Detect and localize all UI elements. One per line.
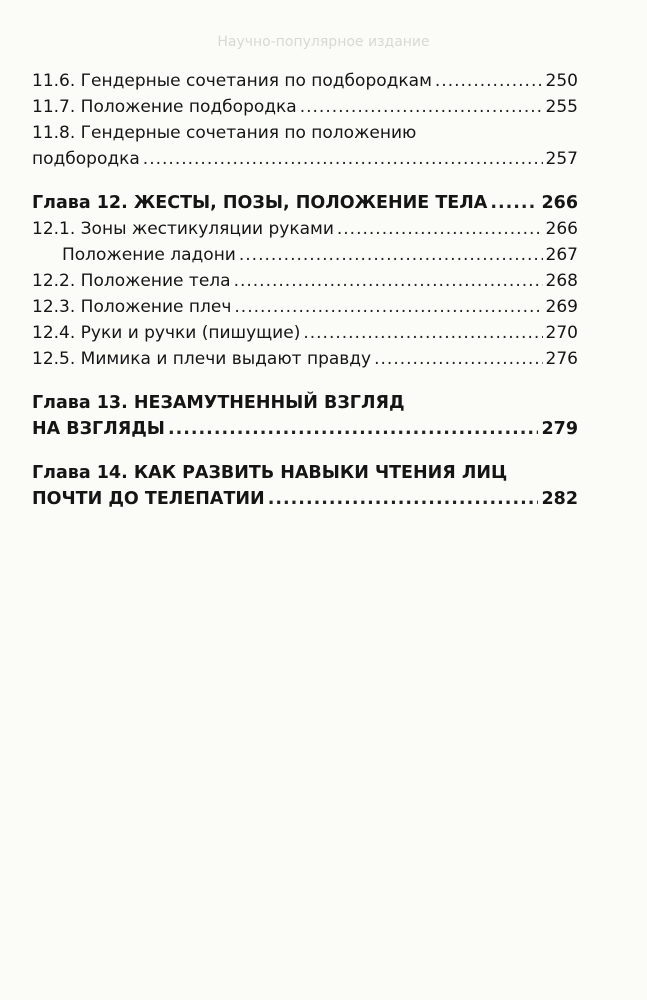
- toc-subentry: [32, 242, 578, 268]
- toc-chapter-title: Глава 13. НЕЗАМУТНЕННЫЙ ВЗГЛЯД: [32, 393, 405, 413]
- toc-chapter-page: 282: [541, 489, 578, 509]
- toc-entry: [32, 68, 578, 94]
- toc-entry-page: 270: [545, 323, 578, 343]
- toc-entry: [32, 94, 578, 120]
- toc-entry: [32, 268, 578, 294]
- toc-entry: [32, 120, 578, 146]
- toc-entry-page: 269: [545, 297, 578, 317]
- toc-entry-page: 276: [545, 349, 578, 369]
- toc-entry: [32, 216, 578, 242]
- toc-chapter: [32, 460, 578, 486]
- toc-chapter: [32, 390, 578, 416]
- toc-entry-page: 266: [545, 219, 578, 239]
- toc-chapter: [32, 190, 578, 216]
- toc-entry: [32, 320, 578, 346]
- toc-entry-title: 11.6. Гендерные сочетания по подбородкам: [32, 71, 432, 91]
- toc-entry: [32, 146, 578, 172]
- toc-chapter: [32, 486, 578, 512]
- toc-entry: [32, 294, 578, 320]
- leader-dots: [303, 320, 542, 346]
- running-header: Научно-популярное издание: [217, 34, 430, 50]
- toc-entry-title: 12.1. Зоны жестикуляции руками: [32, 219, 334, 239]
- toc-entry-title: 12.4. Руки и ручки (пишущие): [32, 323, 301, 343]
- leader-dots: [300, 94, 543, 120]
- leader-dots: [239, 242, 543, 268]
- toc-entry-page: 250: [545, 71, 578, 91]
- toc-chapter: [32, 416, 578, 442]
- toc-chapter-title: ПОЧТИ ДО ТЕЛЕПАТИИ: [32, 489, 265, 509]
- leader-dots: [490, 190, 538, 216]
- leader-dots: [435, 68, 543, 94]
- toc-chapter-title: Глава 12. ЖЕСТЫ, ПОЗЫ, ПОЛОЖЕНИЕ ТЕЛА: [32, 193, 488, 213]
- toc-entry-title: подбородка: [32, 149, 140, 169]
- toc-entry-title: Положение ладони: [62, 245, 236, 265]
- toc-chapter-page: 266: [541, 193, 578, 213]
- toc-entry-title: 11.8. Гендерные сочетания по положению: [32, 123, 417, 143]
- leader-dots: [337, 216, 543, 242]
- table-of-contents: [32, 68, 578, 512]
- toc-entry-page: 268: [545, 271, 578, 291]
- leader-dots: [268, 486, 539, 512]
- toc-entry-page: 267: [545, 245, 578, 265]
- leader-dots: [168, 416, 539, 442]
- toc-entry-page: 255: [545, 97, 578, 117]
- toc-chapter-title: НА ВЗГЛЯДЫ: [32, 419, 165, 439]
- toc-entry-title: 11.7. Положение подбородка: [32, 97, 297, 117]
- toc-chapter-title: Глава 14. КАК РАЗВИТЬ НАВЫКИ ЧТЕНИЯ ЛИЦ: [32, 463, 508, 483]
- toc-entry: [32, 346, 578, 372]
- leader-dots: [234, 294, 542, 320]
- toc-entry-page: 257: [545, 149, 578, 169]
- leader-dots: [374, 346, 542, 372]
- toc-entry-title: 12.3. Положение плеч: [32, 297, 232, 317]
- leader-dots: [143, 146, 543, 172]
- toc-chapter-page: 279: [541, 419, 578, 439]
- leader-dots: [234, 268, 543, 294]
- toc-entry-title: 12.2. Положение тела: [32, 271, 231, 291]
- toc-entry-title: 12.5. Мимика и плечи выдают правду: [32, 349, 372, 369]
